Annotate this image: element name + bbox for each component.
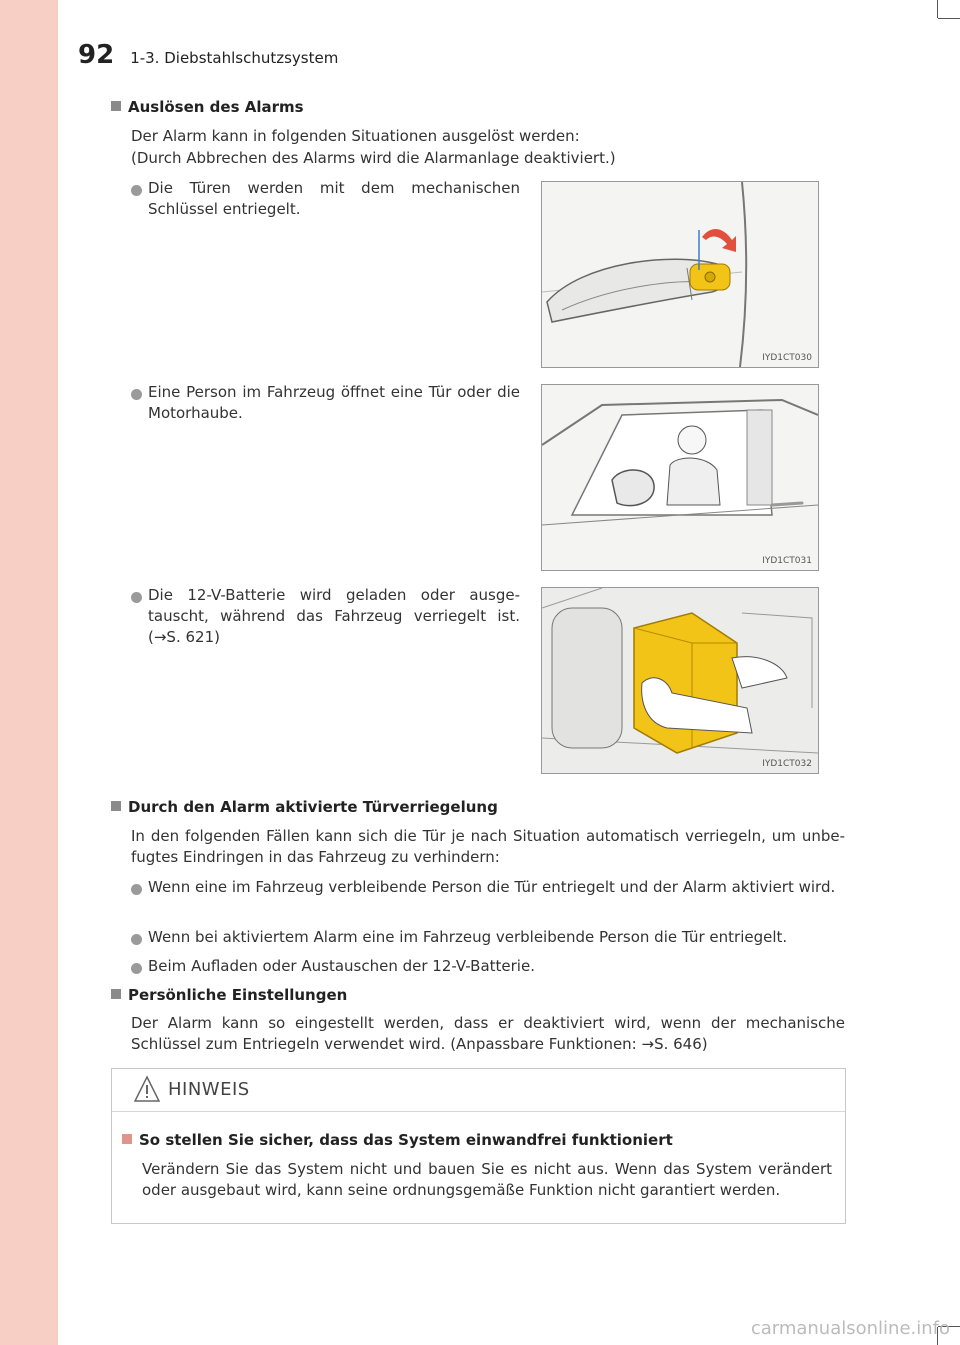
heading-door-lock <box>111 798 498 816</box>
notice-title: HINWEIS <box>168 1079 250 1100</box>
crop-mark <box>937 0 938 18</box>
illustration-battery <box>541 587 819 774</box>
door-lock-item-3: Beim Aufladen oder Austauschen der 12-V-Batterie. <box>148 957 535 975</box>
illustration-door-key <box>541 181 819 368</box>
door-lock-intro: In den folgenden Fällen kann sich die Tür je nach Situation automatisch verriegeln, um unbe-fugtes Eindringen in das Fahrzeug zu verhindern: <box>131 827 845 866</box>
door-lock-item-2: Wenn bei aktiviertem Alarm eine im Fahrzeug verbleibende Person die Tür entriegelt. <box>148 928 788 946</box>
illustration-person-in-car <box>541 384 819 571</box>
door-lock-item-1: Wenn eine im Fahrzeug verbleibende Person die Tür entriegelt und der Alarm aktiviert wird. <box>148 878 836 896</box>
alarm-item-1: Die Türen werden mit dem mechanischen Schlüssel entriegelt. <box>148 179 520 218</box>
heading-text: Persönliche Einstellungen <box>128 986 348 1004</box>
square-bullet-icon <box>111 801 121 811</box>
section-title: 1-3. Diebstahlschutzsystem <box>130 49 339 67</box>
heading-text: So stellen Sie sicher, dass das System einwandfrei funktioniert <box>139 1131 673 1149</box>
circle-bullet-icon <box>131 389 142 400</box>
image-code: IYD1CT031 <box>762 556 812 566</box>
alarm-intro-1: Der Alarm kann in folgenden Situationen ausgelöst werden: <box>131 127 580 145</box>
heading-text: Auslösen des Alarms <box>128 98 304 116</box>
door-handle-drawing <box>542 182 818 367</box>
crop-mark <box>938 18 960 19</box>
square-bullet-icon <box>122 1134 132 1144</box>
alarm-item-3: Die 12-V-Batterie wird geladen oder ausge-tauscht, während das Fahrzeug verriegelt ist. (→S. 621) <box>148 586 520 646</box>
page-number: 92 <box>78 40 115 70</box>
circle-bullet-icon <box>131 185 142 196</box>
circle-bullet-icon <box>131 963 142 974</box>
circle-bullet-icon <box>131 884 142 895</box>
warning-triangle-icon <box>134 1075 160 1103</box>
notice-header <box>112 1069 845 1112</box>
heading-alarm-trigger <box>111 98 304 116</box>
heading-text: Durch den Alarm aktivierte Türverriegelung <box>128 798 498 816</box>
circle-bullet-icon <box>131 592 142 603</box>
square-bullet-icon <box>111 101 121 111</box>
notice-heading <box>122 1131 673 1149</box>
car-interior-drawing <box>542 385 818 570</box>
alarm-intro-2: (Durch Abbrechen des Alarms wird die Alarmanlage deaktiviert.) <box>131 149 616 167</box>
heading-personal-settings <box>111 986 347 1004</box>
personal-text: Der Alarm kann so eingestellt werden, dass er deaktiviert wird, wenn der mechanische Schlüssel zum Entriegeln verwendet wird. (Anpassbare Funktionen: →S. 646) <box>131 1014 845 1053</box>
watermark: carmanualsonline.info <box>750 1318 950 1339</box>
image-code: IYD1CT030 <box>762 353 812 363</box>
notice-box <box>111 1068 846 1224</box>
battery-drawing <box>542 588 818 773</box>
page-header <box>78 40 338 80</box>
image-code: IYD1CT032 <box>762 759 812 769</box>
circle-bullet-icon <box>131 934 142 945</box>
square-bullet-icon <box>111 989 121 999</box>
notice-text: Verändern Sie das System nicht und bauen Sie es nicht aus. Wenn das System verändert oder ausgebaut wird, kann seine ordnungsgemäße Funktion nicht garantiert werden. <box>142 1160 832 1199</box>
page-sidebar <box>0 0 58 1345</box>
alarm-item-2: Eine Person im Fahrzeug öffnet eine Tür oder die Motorhaube. <box>148 383 520 422</box>
